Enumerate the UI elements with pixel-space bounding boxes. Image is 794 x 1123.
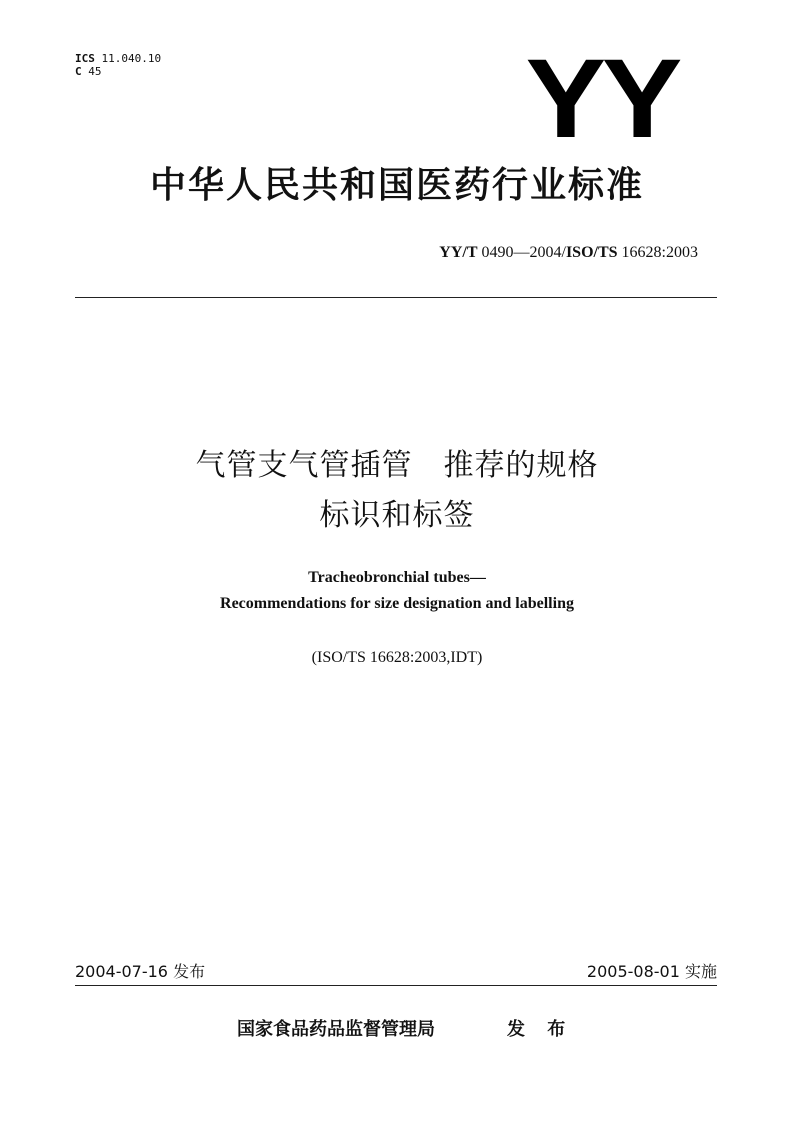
ccs-code: 45	[88, 65, 102, 78]
effective-date: 2005-08-01 实施	[586, 962, 717, 981]
standard-code-prefix: YY/T	[439, 244, 478, 261]
title-cn-line1: 气管支气管插管 推荐的规格	[195, 448, 599, 483]
publish-date: 2004-07-16 发布	[75, 962, 206, 981]
ccs-label: C	[75, 65, 82, 78]
ics-code: 11.040.10	[101, 52, 162, 65]
iso-reference: (ISO/TS 16628:2003,IDT)	[311, 649, 483, 666]
ics-line	[75, 52, 161, 65]
footer-divider	[75, 985, 717, 986]
title-en-line1: Tracheobronchial tubes—	[308, 569, 486, 586]
standard-code-iso-number: 16628:2003	[621, 244, 698, 261]
standard-code-number: 0490—2004/	[481, 244, 566, 261]
ccs-line	[75, 65, 161, 78]
issue-action: 发 布	[507, 1019, 574, 1040]
header-divider	[75, 297, 717, 298]
standard-title: 中华人民共和国医药行业标准	[149, 165, 644, 206]
standard-code	[439, 243, 698, 263]
ics-label: ICS	[75, 52, 95, 65]
issuing-authority: 国家食品药品监督管理局	[237, 1019, 435, 1040]
title-en-line2: Recommendations for size designation and labelling	[220, 595, 574, 612]
standard-code-iso-prefix: ISO/TS	[565, 244, 618, 261]
title-cn-line2: 标识和标签	[319, 498, 475, 533]
yy-logo: YY	[525, 36, 679, 161]
classification-codes	[75, 52, 161, 78]
